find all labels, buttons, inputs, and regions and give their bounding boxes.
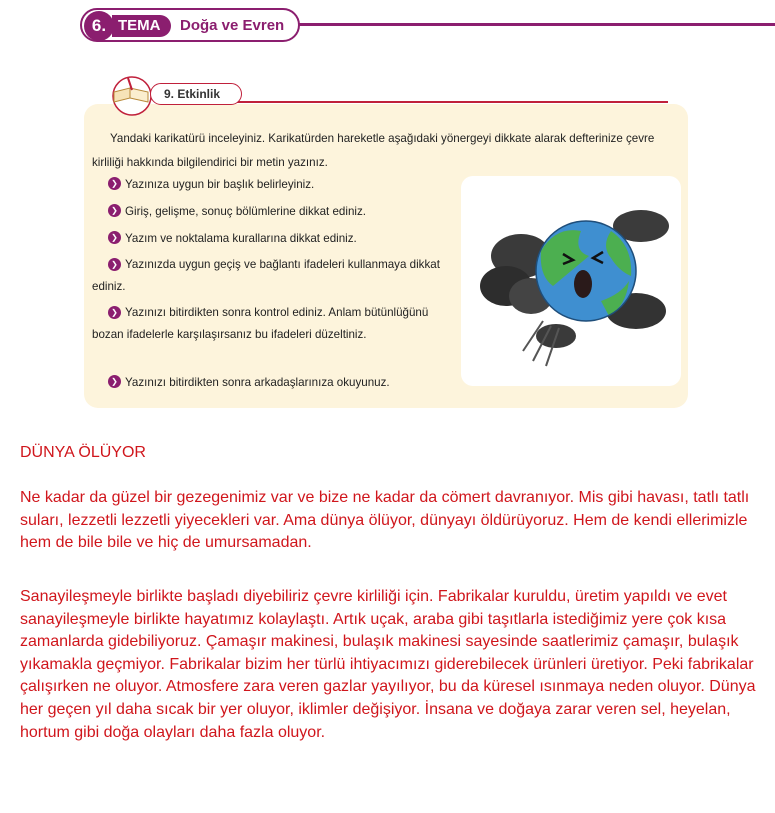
open-book-icon bbox=[106, 72, 156, 116]
unit-number: 6. bbox=[84, 11, 114, 41]
essay-title: DÜNYA ÖLÜYOR bbox=[20, 444, 146, 461]
list-item: ❯ Yazım ve noktalama kurallarına dikkat ediniz. bbox=[108, 227, 357, 251]
activity-rule bbox=[170, 101, 668, 103]
chevron-right-icon: ❯ bbox=[108, 177, 121, 190]
list-item: ❯ Giriş, gelişme, sonuç bölümlerine dikkat ediniz. bbox=[108, 200, 366, 224]
activity-label: 9. Etkinlik bbox=[164, 87, 221, 101]
polluted-earth-cartoon bbox=[461, 176, 681, 386]
list-item: ❯ Yazınıza uygun bir başlık belirleyiniz. bbox=[108, 173, 314, 197]
chevron-right-icon: ❯ bbox=[108, 306, 121, 319]
essay-paragraph: Ne kadar da güzel bir gezegenimiz var ve bize ne kadar da cömert davranıyor. Mis gibi havası, tatlı tatlı suları, lezzetli lezzetli yiyecekleri var. Ama dünya ölüyor, dünyayı öldürüyoruz. Hem de kendi ellerimizle hem de bile bile ve hiç de umursamadan. bbox=[20, 489, 750, 552]
unit-title: Doğa ve Evren bbox=[180, 17, 285, 34]
list-item: ❯ Yazınızda uygun geçiş ve bağlantı ifadeleri kullanmaya dikkat ediniz. bbox=[92, 258, 440, 293]
list-item: ❯ Yazınızı bitirdikten sonra arkadaşlarınıza okuyunuz. bbox=[108, 371, 390, 395]
chevron-right-icon: ❯ bbox=[108, 258, 121, 271]
unit-word: TEMA bbox=[112, 15, 171, 37]
cartoon-frame bbox=[461, 176, 681, 386]
essay-paragraph: Sanayileşmeyle birlikte başladı diyebiliriz çevre kirliliği için. Fabrikalar kuruldu, üretim yapıldı ve evet sanayileşmeyle birlikte hayatımız kolaylaştı. Artık uçak, araba gibi taşıtlarla istediğimiz yere çok kısa zamanlarda gidebiliyoruz. Çamaşır makinesi, bulaşık makinesi sayesinde saatlerimiz çamaşır, bulaşık yıkamakla geçmiyor. Fabrikalar bizim her türlü ihtiyacımızı giderebilecek ürünleri üretiyor. Peki fabrikalar çalışırken ne oluyor. Atmosfere zara veren gazlar yayılıyor, bu da küresel ısınmaya neden oluyor. Dünya her geçen yıl daha sıcak bir yer oluyor, iklimler değişiyor. İnsana ve doğaya zarar veren sel, heyelan, hortum gibi doğa olayları daha fazla oluyor. bbox=[20, 588, 756, 741]
chevron-right-icon: ❯ bbox=[108, 204, 121, 217]
chevron-right-icon: ❯ bbox=[108, 231, 121, 244]
list-item: ❯ Yazınızı bitirdikten sonra kontrol ediniz. Anlam bütünlüğünü bozan ifadelerle karşılaşırsanız bu ifadeleri düzeltiniz. bbox=[92, 306, 429, 341]
chevron-right-icon: ❯ bbox=[108, 375, 121, 388]
activity-intro: Yandaki karikatürü inceleyiniz. Karikatürden hareketle aşağıdaki yönergeyi dikkate alarak defterinize çevre kirliliği hakkında bilgilendirici bir metin yazınız. bbox=[92, 132, 655, 169]
